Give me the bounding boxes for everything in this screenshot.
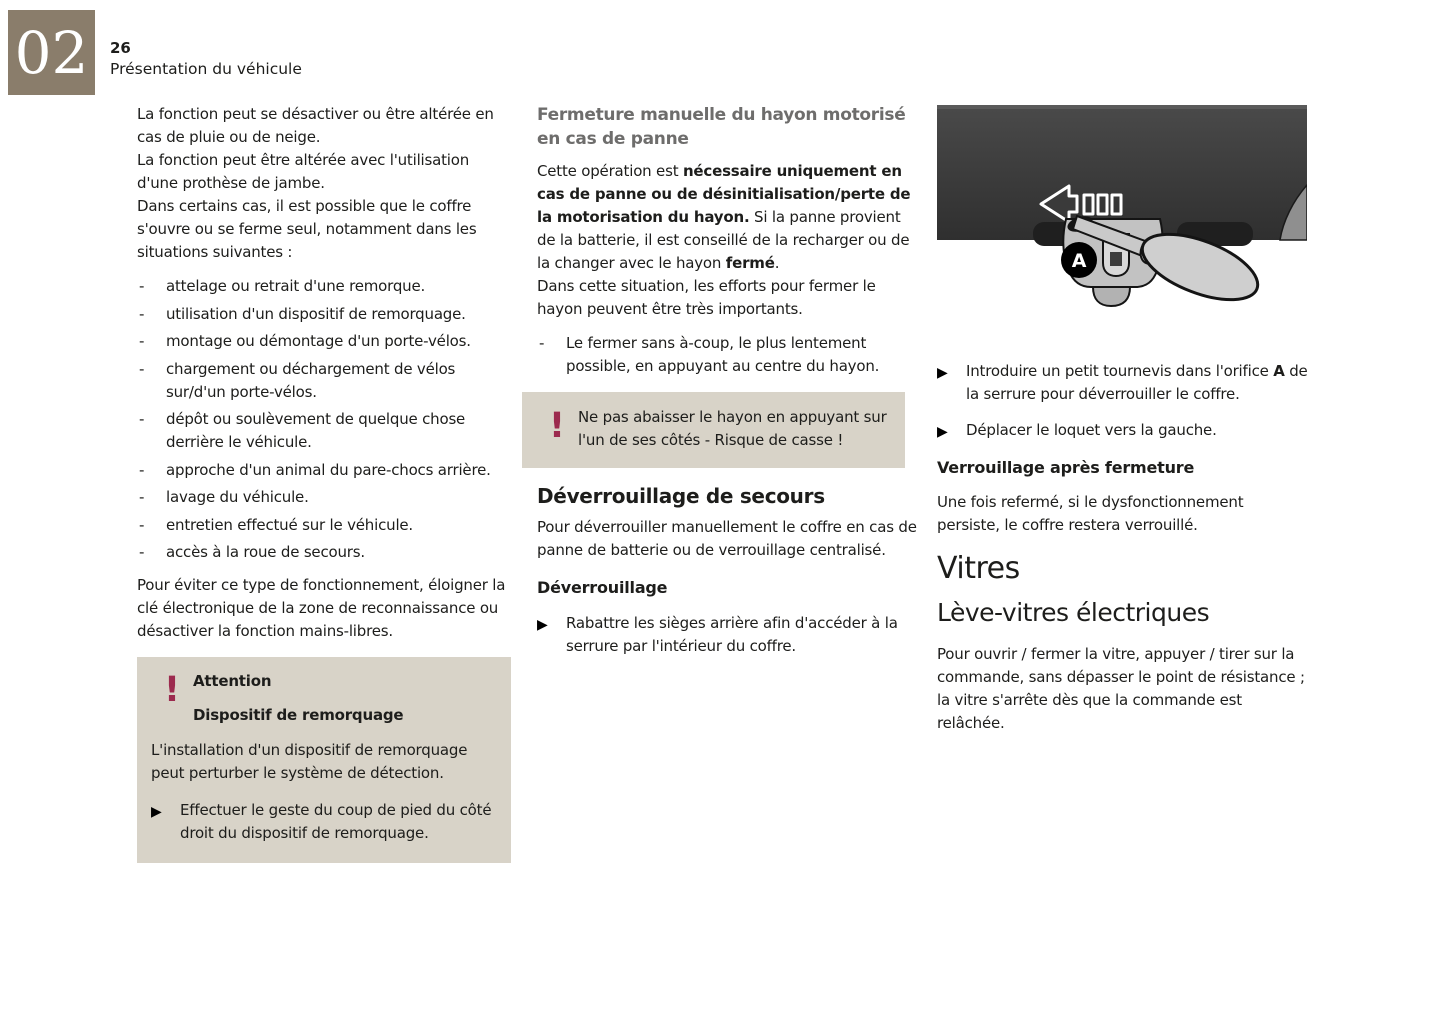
list-item: - dépôt ou soulèvement de quelque chose derrière le véhicule. (139, 410, 466, 451)
action-arrow-icon: ▶ (937, 365, 948, 381)
dash-bullet-icon: - (139, 359, 145, 378)
exclamation-icon: ! (549, 406, 565, 446)
dash-bullet-icon: - (139, 410, 145, 428)
action-item: ▶ Rabattre les sièges arrière afin d'accéder à la serrure par l'intérieur du coffre. (537, 614, 898, 655)
column-right (937, 103, 1308, 735)
paragraph: La fonction peut être altérée avec l'utilisation d'une prothèse de jambe. (137, 151, 470, 192)
bullet-list (537, 332, 917, 378)
svg-text:A: A (1071, 250, 1087, 272)
paragraph: Une fois refermé, si le dysfonctionnement persiste, le coffre restera verrouillé. (937, 493, 1244, 534)
subsection-heading: Lève-vitres électriques (937, 598, 1210, 627)
chapter-number: 02 (14, 18, 89, 87)
paragraph: Cette opération est nécessaire uniquement en cas de panne ou de désinitialisation/perte de la motorisation du hayon. Si la panne provient de la batterie, il est conseillé de la recharger ou de la changer avec le hayon fermé. (537, 162, 911, 272)
dash-bullet-icon: - (539, 334, 545, 352)
dash-bullet-icon: - (139, 304, 145, 323)
sub-heading: Verrouillage après fermeture (937, 458, 1195, 477)
dash-bullet-icon: - (139, 460, 145, 479)
attention-title: Attention (193, 672, 272, 690)
section-heading: Vitres (937, 551, 1020, 586)
dash-bullet-icon: - (139, 488, 145, 506)
warning-box (522, 392, 905, 468)
situations-list (137, 275, 511, 564)
label-a (1061, 242, 1097, 278)
list-item: - entretien effectué sur le véhicule. (137, 514, 511, 537)
paragraph: Dans certains cas, il est possible que le coffre s'ouvre ou se ferme seul, notamment dans les situations suivantes : (137, 197, 477, 261)
dash-bullet-icon: - (139, 543, 145, 561)
list-item: - accès à la roue de secours. (137, 541, 511, 564)
action-item: ▶ Introduire un petit tournevis dans l'orifice A de la serrure pour déverrouiller le coffre. (937, 362, 1308, 403)
subsection-heading: Déverrouillage de secours (537, 484, 825, 508)
action-arrow-icon: ▶ (537, 617, 548, 633)
sub-heading: Déverrouillage (537, 578, 668, 597)
dash-bullet-icon: - (139, 515, 145, 534)
section-title: Présentation du véhicule (110, 60, 302, 78)
exclamation-icon: ! (164, 670, 180, 710)
action-arrow-icon: ▶ (151, 804, 162, 820)
warning-text: Ne pas abaisser le hayon en appuyant sur l'un de ses côtés - Risque de casse ! (578, 408, 887, 449)
dash-bullet-icon: - (139, 277, 145, 295)
tailgate-latch-figure (937, 103, 1307, 310)
attention-subtitle: Dispositif de remorquage (193, 706, 404, 724)
list-item: - attelage ou retrait d'une remorque. (137, 275, 511, 298)
page-number: 26 (110, 39, 131, 57)
page-header (110, 38, 302, 80)
list-item: - utilisation d'un dispositif de remorquage. (137, 303, 511, 326)
list-item: - Le fermer sans à-coup, le plus lentement possible, en appuyant au centre du hayon. (539, 334, 880, 375)
paragraph: Dans cette situation, les efforts pour fermer le hayon peuvent être très importants. (537, 277, 876, 318)
column-middle (537, 103, 917, 658)
chapter-number-badge (8, 10, 95, 95)
paragraph: Pour éviter ce type de fonctionnement, éloigner la clé électronique de la zone de reconnaissance ou désactiver la fonction mains-libres. (137, 576, 506, 640)
attention-body: L'installation d'un dispositif de remorquage peut perturber le système de détection. (151, 741, 468, 782)
subsection-heading: Fermeture manuelle du hayon motorisé en cas de panne (537, 105, 906, 149)
action-item: ▶ Déplacer le loquet vers la gauche. (937, 419, 1308, 442)
list-item: - lavage du véhicule. (137, 486, 511, 509)
list-item: - montage ou démontage d'un porte-vélos. (137, 330, 511, 353)
action-arrow-icon: ▶ (937, 424, 948, 440)
paragraph: Pour ouvrir / fermer la vitre, appuyer / tirer sur la commande, sans dépasser le point de résistance ; la vitre s'arrête dès que la commande est relâchée. (937, 645, 1305, 732)
list-item: - approche d'un animal du pare-chocs arrière. (137, 459, 511, 482)
paragraph: La fonction peut se désactiver ou être altérée en cas de pluie ou de neige. (137, 105, 494, 146)
list-item: - chargement ou déchargement de vélos sur/d'un porte-vélos. (139, 359, 456, 401)
dash-bullet-icon: - (139, 332, 145, 350)
attention-box (137, 657, 511, 863)
column-left (137, 103, 511, 863)
action-item: ▶ Effectuer le geste du coup de pied du côté droit du dispositif de remorquage. (151, 801, 492, 842)
paragraph: Pour déverrouiller manuellement le coffre en cas de panne de batterie ou de verrouillage centralisé. (537, 518, 917, 559)
